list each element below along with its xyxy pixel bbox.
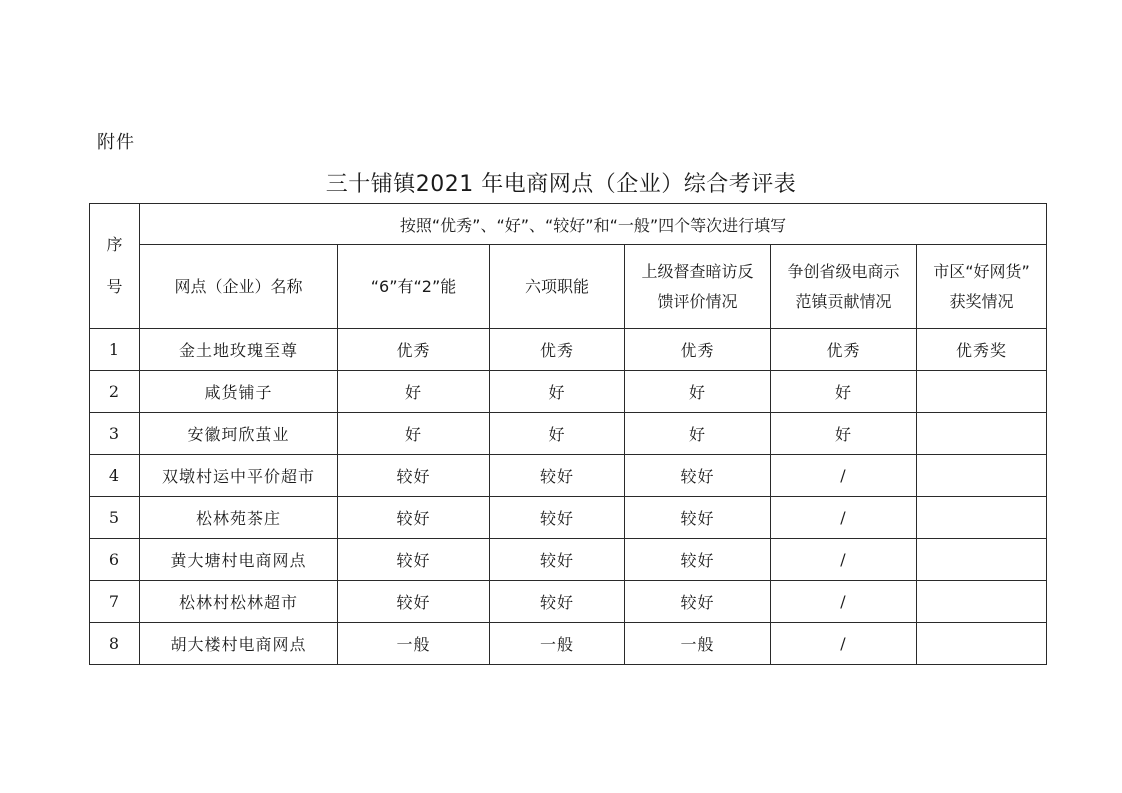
table-row [90,497,1047,539]
inspection-rating: 好 [625,371,771,413]
award-status [917,413,1047,455]
column-header-line: 馈评价情况 [657,291,738,311]
row-number: 5 [90,497,140,539]
outlet-name: 双墩村运中平价超市 [140,455,338,497]
six-functions-rating: 较好 [490,539,625,581]
column-header-line: 争创省级电商示 [787,261,900,281]
outlet-name: 胡大楼村电商网点 [140,623,338,665]
attachment-label: 附件 [97,132,135,153]
six-two-rating: 较好 [338,455,490,497]
demo-town-rating: 好 [771,371,917,413]
outlet-name: 松林村松林超市 [140,581,338,623]
award-status [917,539,1047,581]
row-number: 8 [90,623,140,665]
sequence-header [90,204,140,329]
column-header-six-functions [490,245,625,329]
column-header-line: 获奖情况 [949,291,1014,311]
instruction-header: 按照“优秀”、“好”、“较好”和“一般”四个等次进行填写 [140,204,1047,245]
outlet-name: 黄大塘村电商网点 [140,539,338,581]
six-two-rating: 较好 [338,581,490,623]
demo-town-rating: / [771,581,917,623]
demo-town-rating: / [771,455,917,497]
evaluation-table [89,203,1047,665]
inspection-rating: 较好 [625,497,771,539]
six-functions-rating: 一般 [490,623,625,665]
award-status: 优秀奖 [917,329,1047,371]
six-two-rating: 较好 [338,539,490,581]
column-header-line: “6”有“2”能 [370,276,457,296]
column-header-line: 市区“好网货” [933,261,1030,281]
inspection-rating: 好 [625,413,771,455]
column-header-demo-town [771,245,917,329]
table-row [90,581,1047,623]
column-header-award [917,245,1047,329]
column-header-six-two [338,245,490,329]
six-two-rating: 优秀 [338,329,490,371]
award-status [917,455,1047,497]
inspection-rating: 较好 [625,455,771,497]
table-row [90,371,1047,413]
six-functions-rating: 好 [490,371,625,413]
outlet-name: 安徽珂欣茧业 [140,413,338,455]
six-two-rating: 较好 [338,497,490,539]
sequence-header-line: 序 [106,235,123,254]
award-status [917,497,1047,539]
six-functions-rating: 优秀 [490,329,625,371]
six-two-rating: 一般 [338,623,490,665]
demo-town-rating: / [771,539,917,581]
award-status [917,623,1047,665]
outlet-name: 咸货铺子 [140,371,338,413]
column-header-line: 范镇贡献情况 [795,291,892,311]
inspection-rating: 较好 [625,581,771,623]
award-status [917,371,1047,413]
row-number: 2 [90,371,140,413]
row-number: 1 [90,329,140,371]
outlet-name: 松林苑茶庄 [140,497,338,539]
outlet-name: 金土地玫瑰至尊 [140,329,338,371]
column-header-inspection [625,245,771,329]
column-header-line: 网点（企业）名称 [174,276,303,296]
table-row [90,329,1047,371]
demo-town-rating: 优秀 [771,329,917,371]
six-two-rating: 好 [338,371,490,413]
demo-town-rating: / [771,623,917,665]
table-row [90,455,1047,497]
row-number: 7 [90,581,140,623]
inspection-rating: 优秀 [625,329,771,371]
column-header-line: 上级督查暗访反 [641,261,754,281]
inspection-rating: 一般 [625,623,771,665]
column-header-name [140,245,338,329]
demo-town-rating: / [771,497,917,539]
award-status [917,581,1047,623]
table-row [90,413,1047,455]
row-number: 4 [90,455,140,497]
six-functions-rating: 较好 [490,581,625,623]
row-number: 3 [90,413,140,455]
demo-town-rating: 好 [771,413,917,455]
column-header-line: 六项职能 [524,276,589,296]
table-row [90,539,1047,581]
six-two-rating: 好 [338,413,490,455]
table-row [90,623,1047,665]
inspection-rating: 较好 [625,539,771,581]
row-number: 6 [90,539,140,581]
six-functions-rating: 较好 [490,455,625,497]
six-functions-rating: 好 [490,413,625,455]
sequence-header-line: 号 [106,277,123,296]
document-title: 三十铺镇2021 年电商网点（企业）综合考评表 [325,172,797,197]
six-functions-rating: 较好 [490,497,625,539]
